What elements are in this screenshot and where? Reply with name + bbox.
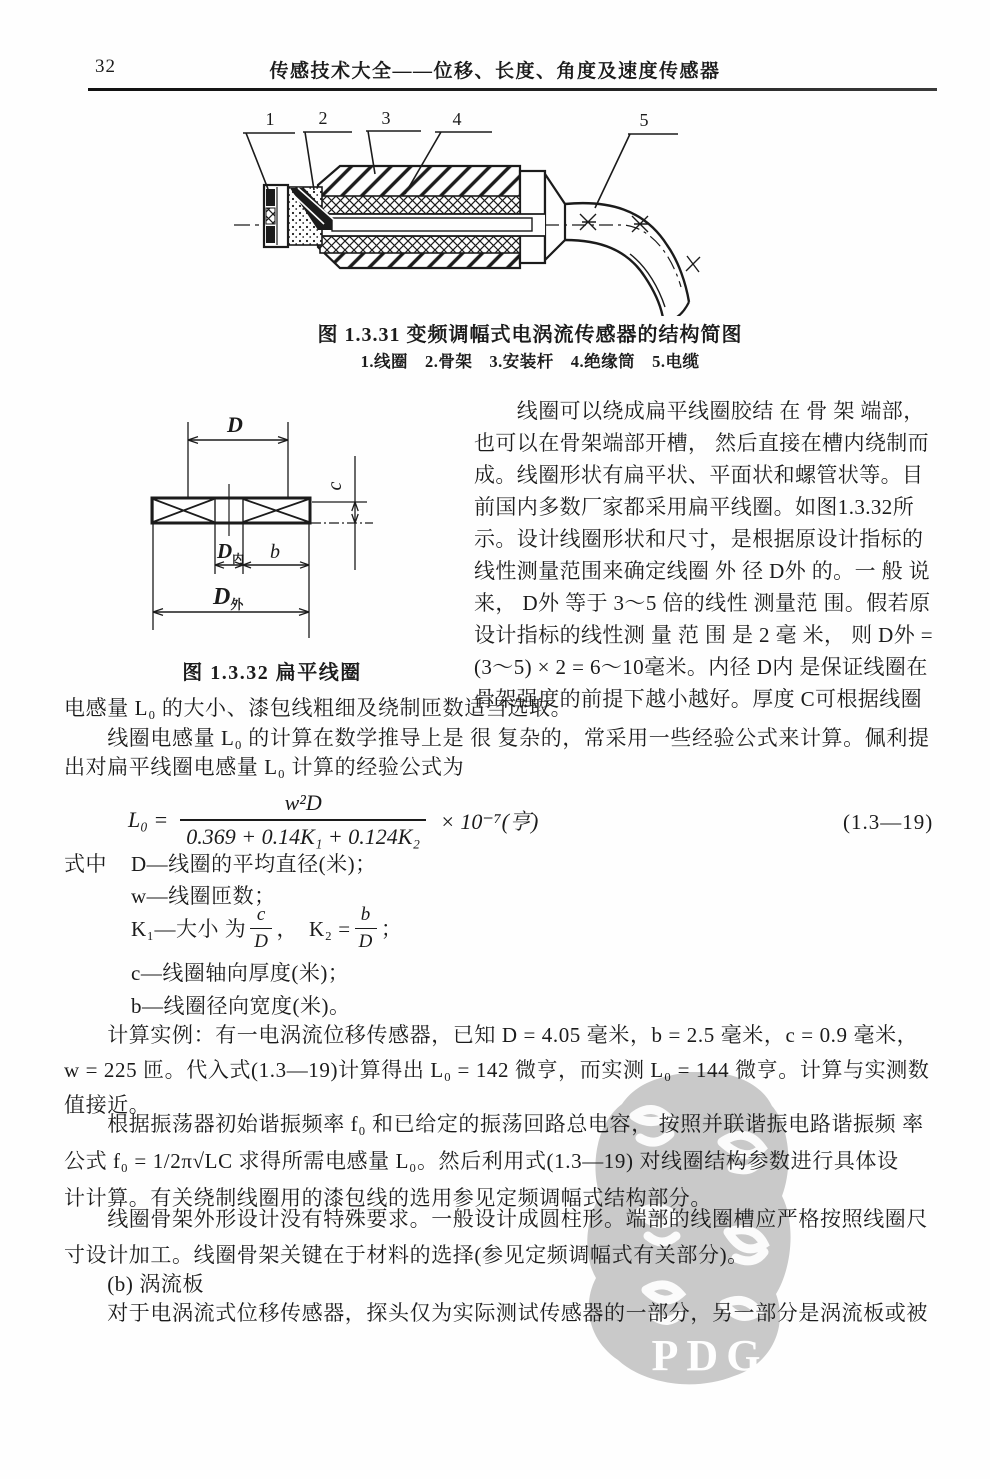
text-line: (3～5) × 2 = 6～10毫米。内径 D内 是保证线圈在 [474,655,928,679]
paragraph-inductance-intro [64,724,938,782]
paragraph-coil-skeleton [64,1201,938,1273]
part-number-5: 5 [639,110,649,130]
part-number-4: 4 [452,109,462,129]
where-D-definition: D—线圈的平均直径(米)； [131,852,377,876]
figure-flat-coil [125,398,470,653]
watermark-pdg-text: PDG [651,1331,769,1380]
paragraph-last-line: 对于电涡流式位移传感器，探头仅为实际测试传感器的一部分，另一部分是涡流板或被 [64,1301,928,1325]
where-K-mid: ， K₂ = [276,917,351,941]
label-D-outer: $D_外$ [213,584,244,612]
where-K2-fraction [355,904,377,953]
text-line: w = 225 匝。代入式(1.3—19)计算得出 L₀ = 142 微亨，而实测 L₀ = 144 微亨。计算与实测数 [64,1058,930,1082]
label-c: c [324,481,346,491]
part-number-2: 2 [318,108,328,128]
formula-fraction [180,790,426,850]
insulation-tube-upper [320,196,520,214]
cable-cone [545,174,565,260]
where-row-D [64,848,377,878]
insulation-tube-lower [320,236,520,253]
where-prefix: 式中 [64,852,107,876]
formula-suffix: × 10⁻⁷(亨) [440,808,539,834]
formula-numerator: w²D [284,790,322,815]
text-line: 骨架强度的前提下越小越好。厚度 C可根据线圈 [474,687,923,711]
where-K1-fraction [250,904,272,953]
part-number-3: 3 [381,108,391,128]
text-line: 也可以在骨架端部开槽， 然后直接在槽内绕制而 [474,431,930,455]
figure2-caption: 图 1.3.32 扁平线圈 [182,662,362,684]
header-rule [88,88,937,91]
k2-frac-den: D [355,928,377,953]
text-line: 计算实例：有一电涡流位移传感器，已知 D = 4.05 毫米，b = 2.5 毫米，c = 0.9 毫米， [64,1023,919,1047]
equation-inductance [128,790,538,850]
text-line: 来， D外 等于 3～5 倍的线性 测量范 围。假若原 [474,591,931,615]
where-row-K [131,901,402,955]
part-number-1: 1 [265,109,275,129]
cable [545,203,700,316]
text-line: 寸设计加工。线圈骨架关键在于材料的选择(参见定频调幅式有关部分)。 [64,1243,749,1267]
where-K-pre: K₁—大小 为 [131,917,247,941]
dim-c [311,456,373,570]
text-line: 值接近。 [64,1093,151,1117]
text-line: 公式 f₀ = 1/2π√LC 求得所需电感量 L₀。然后利用式(1.3—19) 对线圈结构参数进行具体设 [64,1149,899,1173]
where-K-post: ； [380,917,403,941]
figure1-caption: 图 1.3.31 变频调幅式电涡流传感器的结构简图 [317,324,743,346]
equation-number: (1.3—19) [843,810,934,834]
probe-rod [332,218,532,231]
k2-frac-num: b [360,903,371,925]
formula-denominator: 0.369 + 0.14K₁ + 0.124K₂ [180,819,426,850]
text-line: 成。线圈形状有扁平状、平面状和螺管状等。目 [474,463,924,487]
text-line: 出对扁平线圈电感量 L₀ 计算的经验公式为 [64,755,465,779]
text-line: 根据振荡器初始谐振频率 f₀ 和已给定的振荡回路总电容， 按照并联谐振电路谐振频 率 [64,1112,924,1136]
k1-frac-num: c [256,903,266,925]
coil-bar [152,498,310,523]
figure-sensor-structure [228,106,753,316]
column-text [474,395,936,715]
heading-item-b-eddy-plate: (b) 涡流板 [64,1272,205,1296]
text-line: 线圈骨架外形设计没有特殊要求。一般设计成圆柱形。端部的线圈槽应严格按照线圈尺 [64,1207,928,1231]
paragraph-coil-inductance-tail: 电感量 L₀ 的大小、漆包线粗细及绕制匝数适当选取。 [64,696,573,720]
label-D: D [227,412,243,437]
where-row-c: c—线圈轴向厚度(米)； [131,961,350,985]
book-title: 传感技术大全——位移、长度、角度及速度传感器 [269,61,721,82]
k1-frac-den: D [250,928,272,953]
where-row-w: w—线圈匝数； [131,884,276,908]
text-line: 线性测量范围来确定线圈 外 径 D外 的。一 般 说 [474,559,931,583]
where-row-b: b—线圈径向宽度(米)。 [131,994,351,1018]
page-number: 32 [95,56,116,77]
text-line: 前国内多数厂家都采用扁平线圈。如图1.3.32所 [474,495,915,519]
text-line: 线圈电感量 L₀ 的计算在数学推导上是 很 复杂的，常采用一些经验公式来计算。佩利提 [64,726,930,750]
text-line: 计计算。有关绕制线圈用的漆包线的选用参见定频调幅式结构部分。 [64,1186,712,1210]
figure1-legend: 1.线圈 2.骨架 3.安装杆 4.绝缘筒 5.电缆 [360,352,700,371]
text-line: 示。设计线圈形状和尺寸，是根据原设计指标的 [474,527,924,551]
text-line: 设计指标的线性测 量 范 围 是 2 毫 米， 则 D外 = [474,623,934,647]
text-line: 线圈可以绕成扁平线圈胶结 在 骨 架 端部， [474,399,925,423]
label-b: b [270,541,280,563]
label-D-inner: $D_内$ [217,539,245,566]
formula-lhs: L₀ = [128,807,169,832]
